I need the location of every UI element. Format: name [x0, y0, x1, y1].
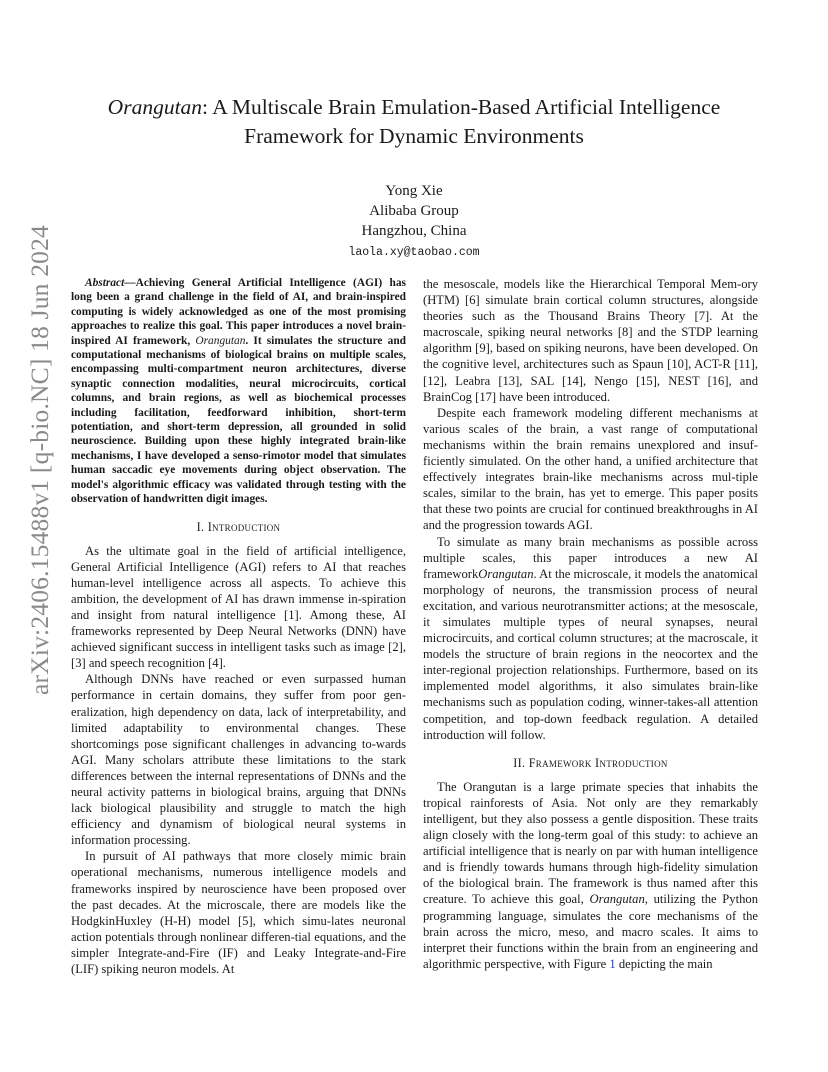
- framework-p1-framework-name: Orangutan: [589, 892, 645, 907]
- abstract-framework-name: Orangutan: [195, 334, 246, 347]
- intro-paragraph-3: In pursuit of AI pathways that more closely mimic brain operational mechanisms, numerous intelligence models and frameworks inspired by neuroscience have been proposed over the past decades. At the microscale, there are models like the HodgkinHuxley (H-H) model [5], which simu-lates neuronal action potentials through nonlinear differen-tial equations, and the simpler Integrate-and-Fire (IF) and Leaky Integrate-and-Fire (LIF) spiking neuron models. At: [71, 849, 406, 977]
- section-1-heading: [71, 519, 406, 535]
- intro-p5-text-b: . At the microscale, it models the anatomical morphology of neurons, the transmission process of neural excitation, and various neurotransmitter actions; at the mesoscale, it simulates multiple types of neural synapses, neural microcircuits, and cortical column structures; at the macroscale, it models the structure of brain regions in the neocortex and the inter-regional projection relationships. Furthermore, based on its implemented model algorithms, it also simulates brain-like mechanisms such as population coding, winner-takes-all attention competition, and top-down feedback regulation. A detailed introduction will follow.: [423, 566, 758, 742]
- author-block: [70, 181, 758, 263]
- abstract-text-2: . It simulates the structure and computational mechanisms of biological brains on multiple scales, encompassing multi-compartment neuron architectures, diverse synaptic connection modalities, neural microcircuits, cortical columns, and brain regions, as well as biochemical processes including facilitation, feedforward inhibition, short-term potentiation, and short-term depression, all grounded in solid neuroscience. Building upon these highly integrated brain-like mechanisms, I have developed a senso-rimotor model that simulates human saccadic eye movements during object observation. The model's algorithmic efficacy was validated through testing with the observation of handwritten digit images.: [71, 334, 406, 506]
- title-framework-name: Orangutan: [107, 95, 203, 119]
- author-email: laola.xy@taobao.com: [348, 246, 480, 259]
- right-column: [423, 276, 758, 972]
- intro-p5-text-a: To simulate as many brain mechanisms as possible across multiple scales, this paper introduces a new AI framework: [423, 534, 758, 581]
- paper-title: [70, 93, 758, 151]
- framework-p1-text-a: The Orangutan is a large primate species that inhabits the tropical rainforests of Asia. Not only are they remarkably intelligent, but they also possess a gentle disposition. These traits align closely with the long-term goal of this study: to achieve an artificial intelligence that is nearly on par with human intelligence and is friendly towards humans through high-fidelity simulation of the biological brain. The framework is thus named after this creature. To achieve this goal,: [423, 779, 758, 907]
- author-location: Hangzhou, China: [361, 223, 467, 239]
- section-1-numeral: I.: [196, 519, 205, 534]
- intro-paragraph-3-continued: the mesoscale, models like the Hierarchical Temporal Mem-ory (HTM) [6] simulate brain cortical column structures, alongside theories such as the Thousand Brains Theory [7]. At the macroscale, spiking neural networks [8] and the STDP learning algorithm [9], based on spiking neurons, have been developed. On the cognitive level, architectures such as Spaun [10], ACT-R [11], [12], Leabra [13], SAL [14], Nengo [15], NEST [16], and BrainCog [17] have been introduced.: [423, 277, 758, 404]
- framework-p1-text-b: , utilizing the Python programming language, simulates the core mechanisms of the brain across the micro, meso, and macro scales. It aims to interpret their functions within the brain from an engineering and algorithmic perspective, with Figure: [423, 892, 758, 971]
- title-block: [70, 93, 758, 263]
- abstract-lead: Abstract—: [85, 277, 136, 289]
- arxiv-identifier: arXiv:2406.15488v1 [q-bio.NC] 18 Jun 2024: [25, 224, 54, 696]
- section-1-title: Introduction: [207, 519, 281, 534]
- intro-paragraph-2: Although DNNs have reached or even surpassed human performance in certain domains, they suffer from poor gen-eralization, high dependency on data, lack of interpretability, and limited adaptability to environmental changes. These shortcomings pose significant challenges in advancing to-wards AGI. Many scholars attribute these limitations to the stark differences between the internal representations of DNNs and the neural activity patterns in biological brains, arguing that DNNs lack biological plausibility and struggle to match the high efficiency and dynamism of biological neural systems in information processing.: [71, 672, 406, 848]
- abstract-text-1: Achieving General Artificial Intelligence (AGI) has long been a grand challenge in the field of AI, and brain-inspired computing is widely acknowledged as one of the most promising approaches to realize this goal. This paper introduces a novel brain-inspired AI framework,: [71, 277, 406, 347]
- section-2-numeral: II.: [513, 755, 526, 770]
- intro-paragraph-1: As the ultimate goal in the field of artificial intelligence, General Artificial Intelligence (AGI) refers to AI that reaches human-level intelligence across all aspects. To achieve this ambition, the development of AI has drawn immense in-spiration and insight from natural intelligence [1]. Among these, AI frameworks represented by Deep Neural Networks (DNN) have achieved significant success in intelligent tasks such as image [2], [3] and speech recognition [4].: [71, 543, 406, 671]
- intro-paragraph-5: [423, 534, 758, 743]
- left-column: [71, 276, 406, 977]
- framework-paragraph-1: [423, 779, 758, 972]
- section-2-heading: [423, 755, 758, 771]
- title-line1: : A Multiscale Brain Emulation-Based Artificial Intelligence: [202, 95, 721, 119]
- abstract: [71, 276, 406, 507]
- author-name: Yong Xie: [385, 183, 443, 199]
- arxiv-side-stamp: [22, 224, 58, 696]
- section-2-title: Framework Introduction: [528, 755, 668, 770]
- intro-p5-framework-name: Orangutan: [478, 566, 534, 581]
- title-line2: Framework for Dynamic Environments: [244, 124, 584, 148]
- author-affiliation: Alibaba Group: [369, 203, 459, 219]
- intro-paragraph-4: Despite each framework modeling different mechanisms at various scales of the brain, a vast range of computational mechanisms within the brain remains unexplored and insuf-ficiently simulated. On the other hand, a unified architecture that effectively integrates brain-like mechanisms across mul-tiple scales, similar to the brain, has yet to emerge. This paper posits that these two points are crucial for continued breakthroughs in AI and the progression towards AGI.: [423, 405, 758, 533]
- framework-p1-text-c: depicting the main: [615, 956, 713, 971]
- figure-1-link[interactable]: 1: [609, 956, 616, 971]
